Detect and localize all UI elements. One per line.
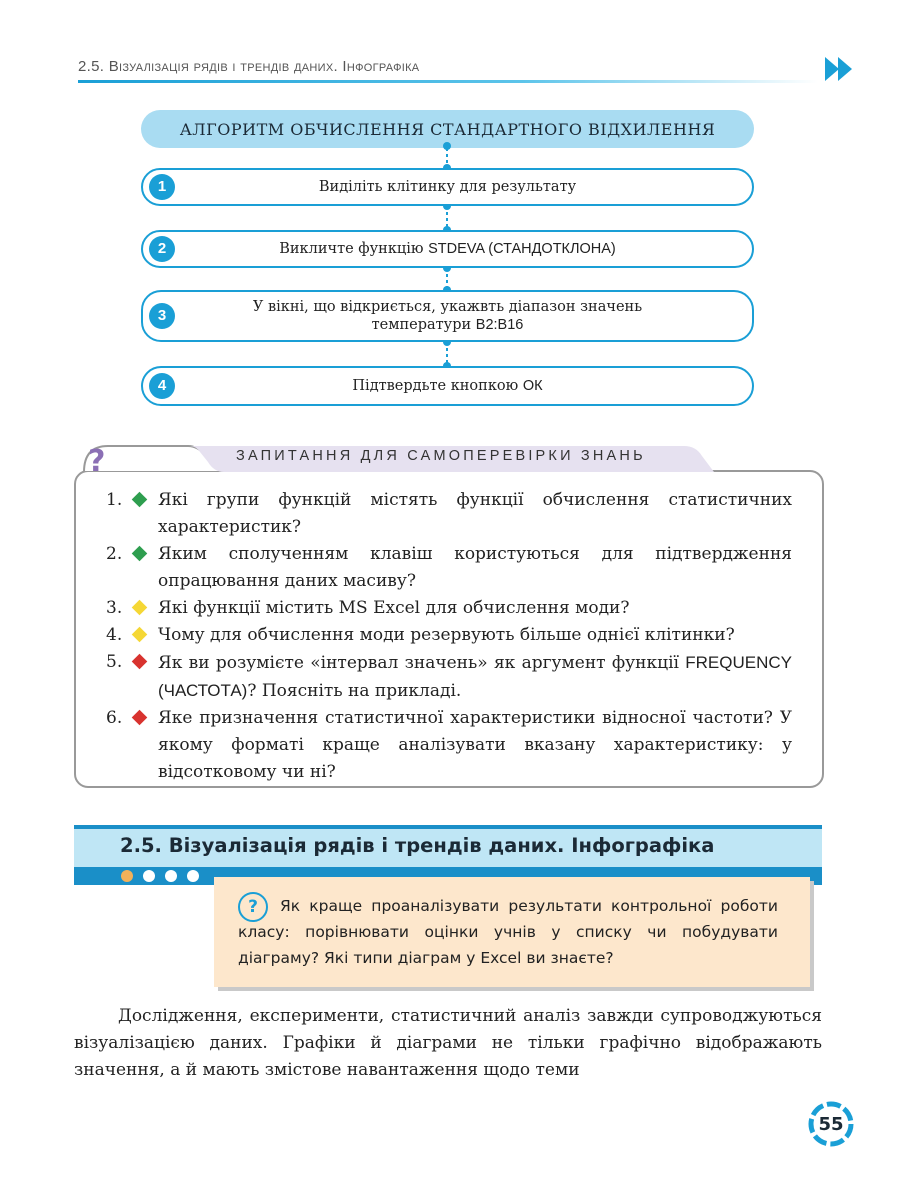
dot-icon [143, 870, 155, 882]
step-text [279, 240, 616, 258]
questions-title: ЗАПИТАННЯ ДЛЯ САМОПЕРЕВІРКИ ЗНАНЬ [236, 448, 646, 464]
question-text: Яке призначення статистичної характеристики відносної частоти? У якому форматі краще аналізувати вказану характеристику: у відсотковому чи ні? [158, 708, 792, 782]
question-item [106, 541, 792, 595]
question-number: 6. [106, 708, 123, 728]
step-text-part: Підтвердьте кнопкою [352, 378, 523, 394]
question-circle-icon: ? [238, 892, 268, 922]
running-header-number: 2.5. [78, 58, 105, 75]
question-text-part: ? Поясніть на прикладі. [247, 681, 462, 701]
step-number-badge: 2 [149, 236, 175, 262]
dot-icon [187, 870, 199, 882]
step-number-badge: 1 [149, 174, 175, 200]
callout-text: Як краще проаналізувати результати контрольної роботи класу: порівнювати оцінки учнів у списку чи побудувати діаграму? Які типи діаграм у Excel ви знаєте? [238, 897, 778, 967]
double-arrow-icon [825, 55, 855, 83]
question-item [106, 649, 792, 705]
running-header-rule [78, 80, 818, 83]
difficulty-green-icon [132, 546, 148, 562]
question-number: 5. [106, 652, 123, 672]
dot-icon [121, 870, 133, 882]
connector-dot [443, 142, 451, 150]
running-header-title: Візуалізація рядів і трендів даних. Інфографіка [108, 58, 420, 75]
algorithm-step-1 [141, 168, 754, 206]
algorithm-step-3 [141, 290, 754, 342]
algorithm-title: АЛГОРИТМ ОБЧИСЛЕННЯ СТАНДАРТНОГО ВІДХИЛЕННЯ [141, 110, 754, 148]
difficulty-yellow-icon [132, 627, 148, 643]
button-name: ОК [522, 378, 543, 394]
step-text [253, 298, 642, 334]
question-item [106, 622, 792, 649]
questions-list [106, 487, 792, 786]
step-text [352, 377, 542, 395]
question-text [158, 653, 792, 701]
step-text-part: Викличте функцію [279, 241, 429, 257]
question-number: 3. [106, 598, 123, 618]
body-paragraph: Дослідження, експерименти, статистичний аналіз завжди супроводжуються візуалізацією даних. Графіки й діаграми не тільки графічно відображають значення, а й мають змістове навантаження щодо теми [74, 1006, 822, 1080]
cell-range: B2:B16 [475, 317, 524, 333]
difficulty-red-icon [132, 654, 148, 670]
question-mark-icon: ? [88, 444, 106, 479]
difficulty-green-icon [132, 492, 148, 508]
question-item [106, 487, 792, 541]
algorithm-step-4 [141, 366, 754, 406]
difficulty-yellow-icon [132, 600, 148, 616]
question-text: Які функції містить MS Excel для обчислення моди? [158, 598, 630, 618]
function-name: FREQUENCY (ЧАСТОТА) [158, 653, 792, 700]
algorithm-step-2 [141, 230, 754, 268]
question-text-part: Як ви розумієте «інтервал значень» як аргумент функції [158, 653, 686, 673]
page-number: 55 [818, 1113, 844, 1135]
section-dots [121, 870, 199, 882]
dot-icon [165, 870, 177, 882]
question-number: 1. [106, 490, 123, 510]
step-text: Виділіть клітинку для результату [318, 179, 577, 195]
step-text-part: температури [371, 317, 476, 333]
step-text-part: У вікні, що відкриється, укажвть діапазон значень [252, 299, 643, 315]
running-header [78, 58, 419, 75]
question-item [106, 705, 792, 786]
difficulty-red-icon [132, 710, 148, 726]
step-number-badge: 3 [149, 303, 175, 329]
question-item [106, 595, 792, 622]
question-text: Яким сполученням клавіш користуються для підтвердження опрацювання даних масиву? [158, 544, 792, 591]
step-number-badge: 4 [149, 373, 175, 399]
function-name: STDEVA (СТАНДОТКЛОНА) [428, 241, 616, 257]
question-text: Які групи функцій містять функції обчислення статистичних характеристик? [158, 490, 792, 537]
question-text: Чому для обчислення моди резервують більше однієї клітинки? [158, 625, 735, 645]
question-number: 2. [106, 544, 123, 564]
question-number: 4. [106, 625, 123, 645]
section-title: 2.5. Візуалізація рядів і трендів даних. Інфографіка [120, 834, 715, 857]
